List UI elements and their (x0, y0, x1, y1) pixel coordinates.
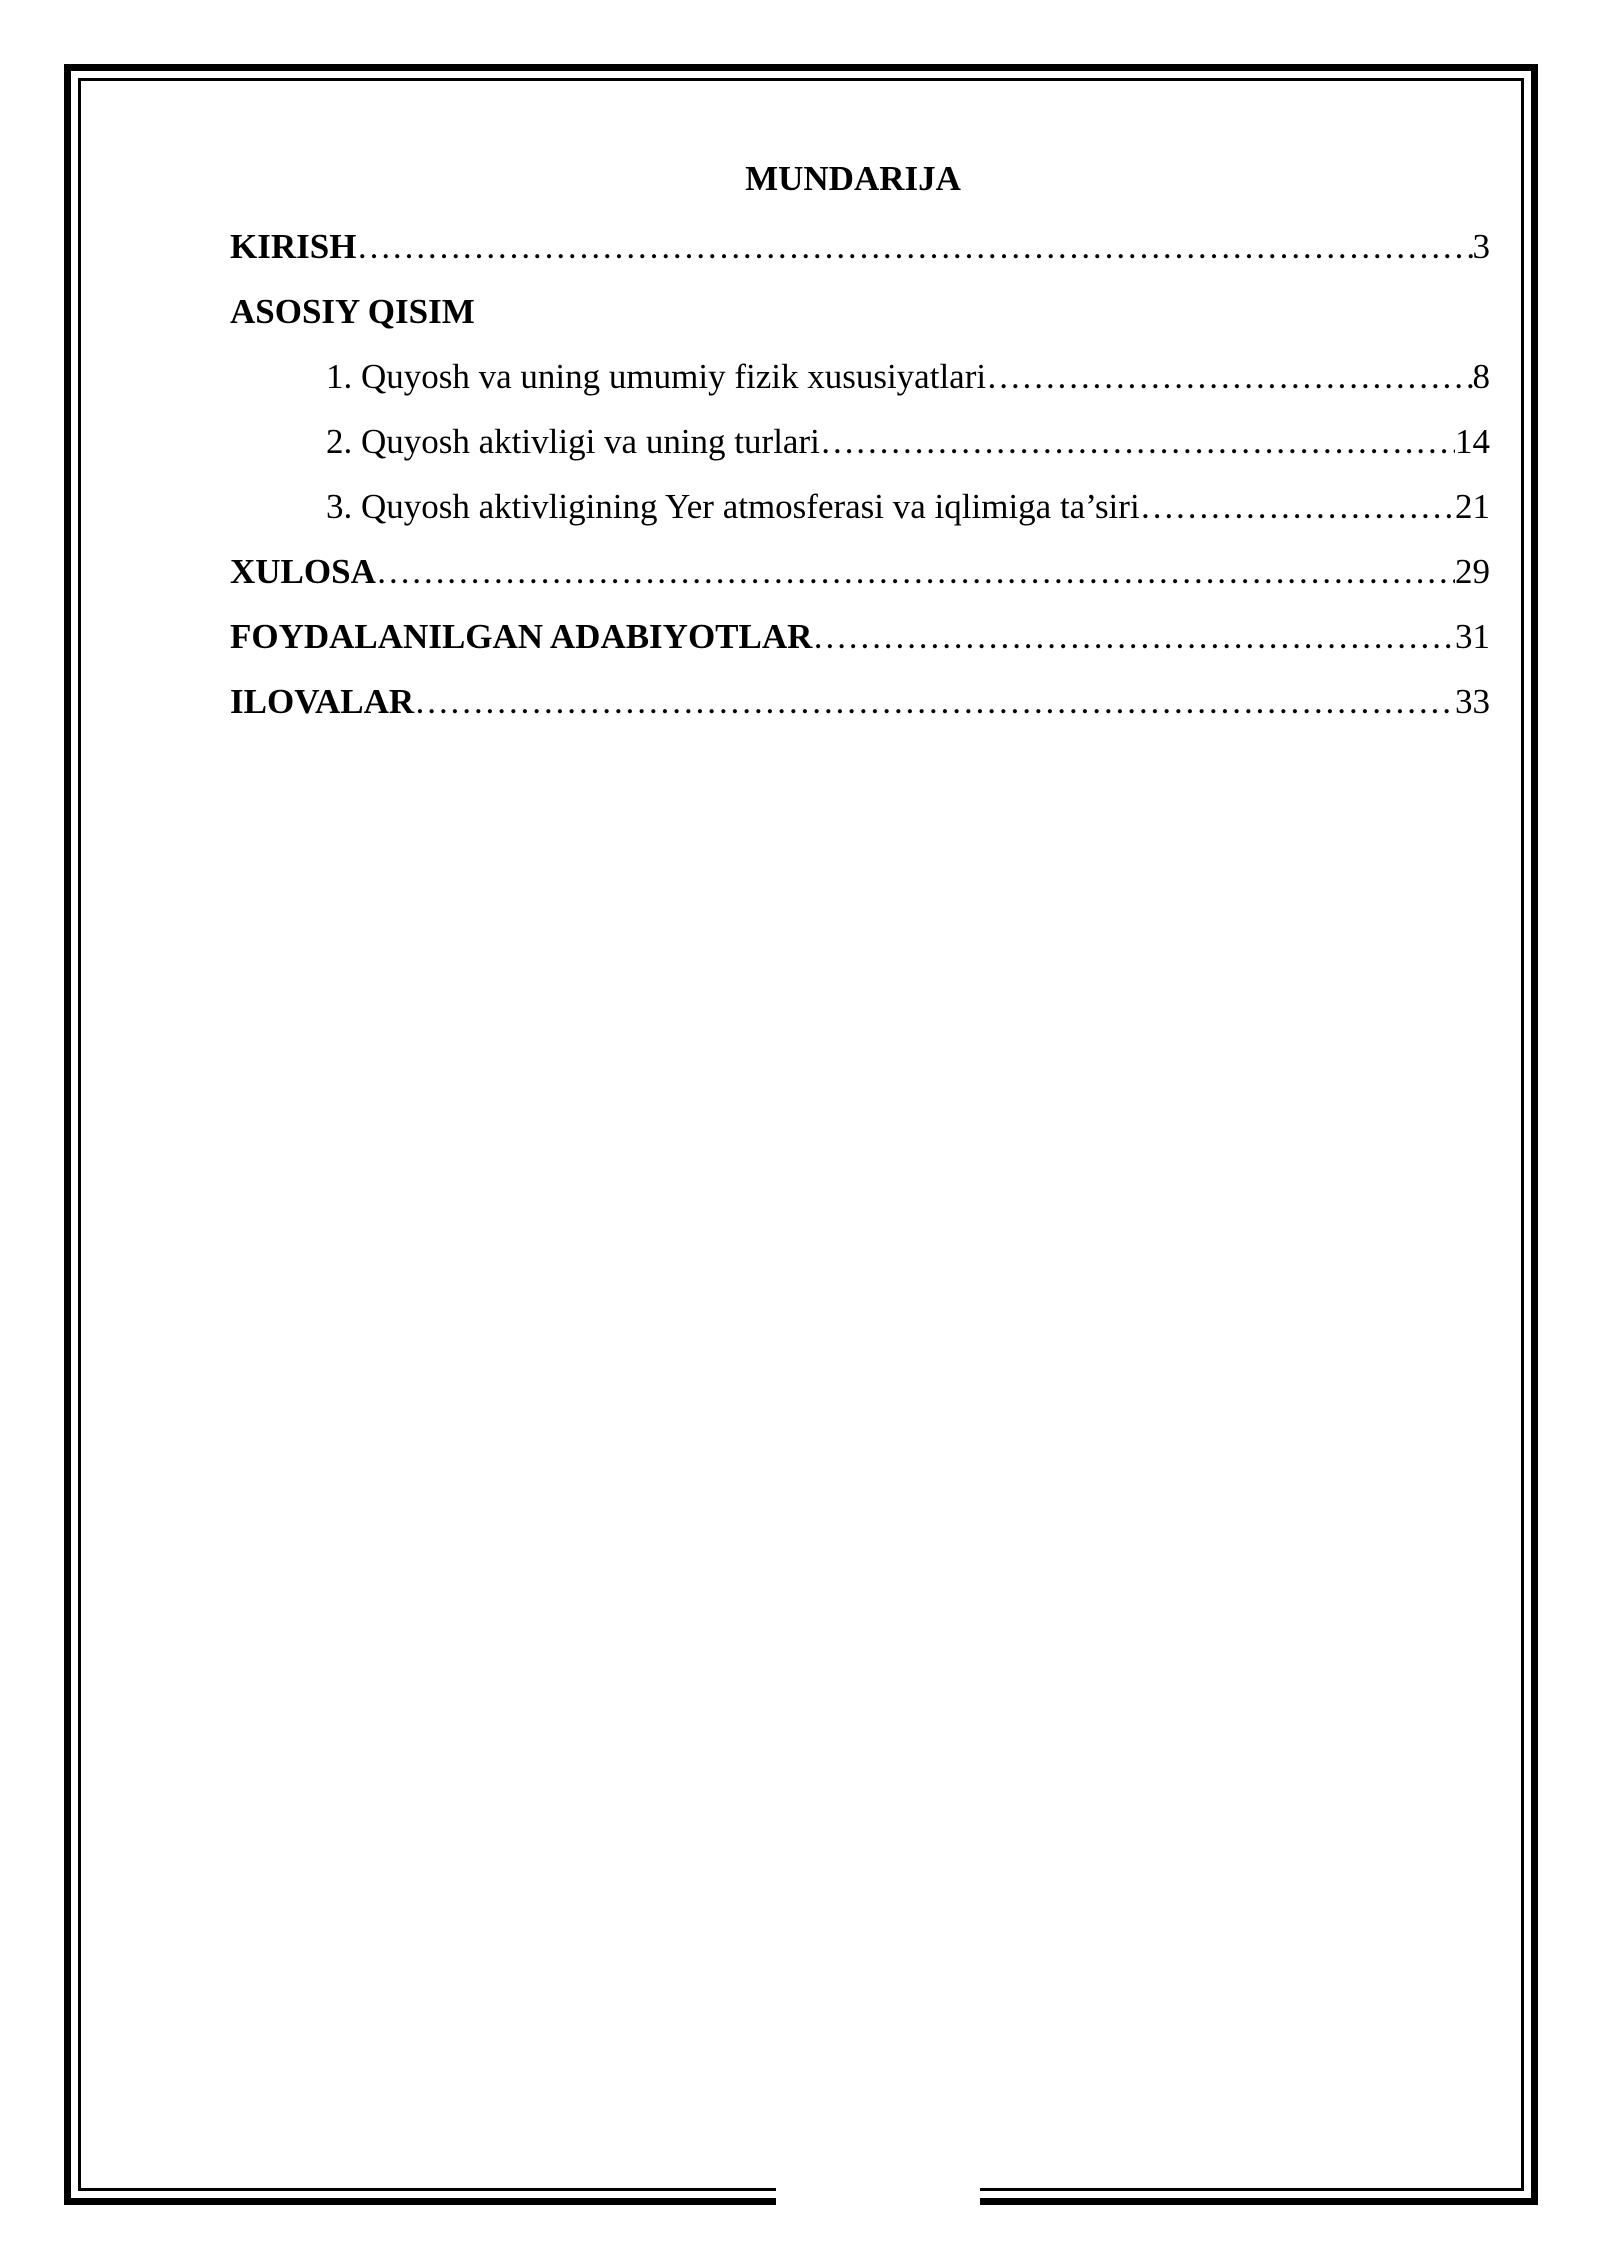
toc-title: MUNDARIJA (745, 159, 961, 198)
toc-dot-leader (820, 409, 1455, 474)
toc-entry-label: 3. Quyosh aktivligining Yer atmosferasi va iqlimiga ta’siri (326, 487, 1140, 526)
toc-entry-label: KIRISH (230, 227, 357, 266)
toc-entry-asosiy-qisim[interactable] (230, 279, 1490, 344)
toc-dot-leader (812, 604, 1455, 669)
toc-entry-page: 21 (1455, 487, 1490, 526)
toc-entry-page: 8 (1472, 357, 1490, 396)
toc-entry-xulosa[interactable] (230, 539, 1490, 604)
toc-entry-label: ILOVALAR (230, 682, 415, 721)
toc-dot-leader (376, 539, 1455, 604)
toc-entry-page: 3 (1472, 227, 1490, 266)
toc-entry-page: 14 (1455, 422, 1490, 461)
toc-dot-leader (986, 344, 1472, 409)
toc-entry-label: 1. Quyosh va uning umumiy fizik xususiyatlari (326, 357, 987, 396)
toc-entry-adabiyotlar[interactable] (230, 604, 1490, 669)
toc-entry-section-2[interactable] (230, 409, 1490, 474)
table-of-contents (230, 150, 1490, 734)
toc-entry-page: 29 (1455, 552, 1490, 591)
toc-entry-kirish[interactable] (230, 214, 1490, 279)
toc-entry-label: FOYDALANILGAN ADABIYOTLAR (230, 617, 813, 656)
toc-entry-ilovalar[interactable] (230, 669, 1490, 734)
toc-dot-leader (356, 214, 1472, 279)
toc-dot-leader (1140, 474, 1455, 539)
toc-entry-label: 2. Quyosh aktivligi va uning turlari (326, 422, 820, 461)
toc-entry-page: 33 (1455, 682, 1490, 721)
toc-entry-section-3[interactable] (230, 474, 1490, 539)
toc-entry-label: XULOSA (230, 552, 376, 591)
toc-entry-section-1[interactable] (230, 344, 1490, 409)
toc-entry-label: ASOSIY QISIM (230, 292, 475, 331)
page-border-gap (776, 2180, 980, 2210)
toc-dot-leader (414, 669, 1455, 734)
toc-entry-page: 31 (1455, 617, 1490, 656)
